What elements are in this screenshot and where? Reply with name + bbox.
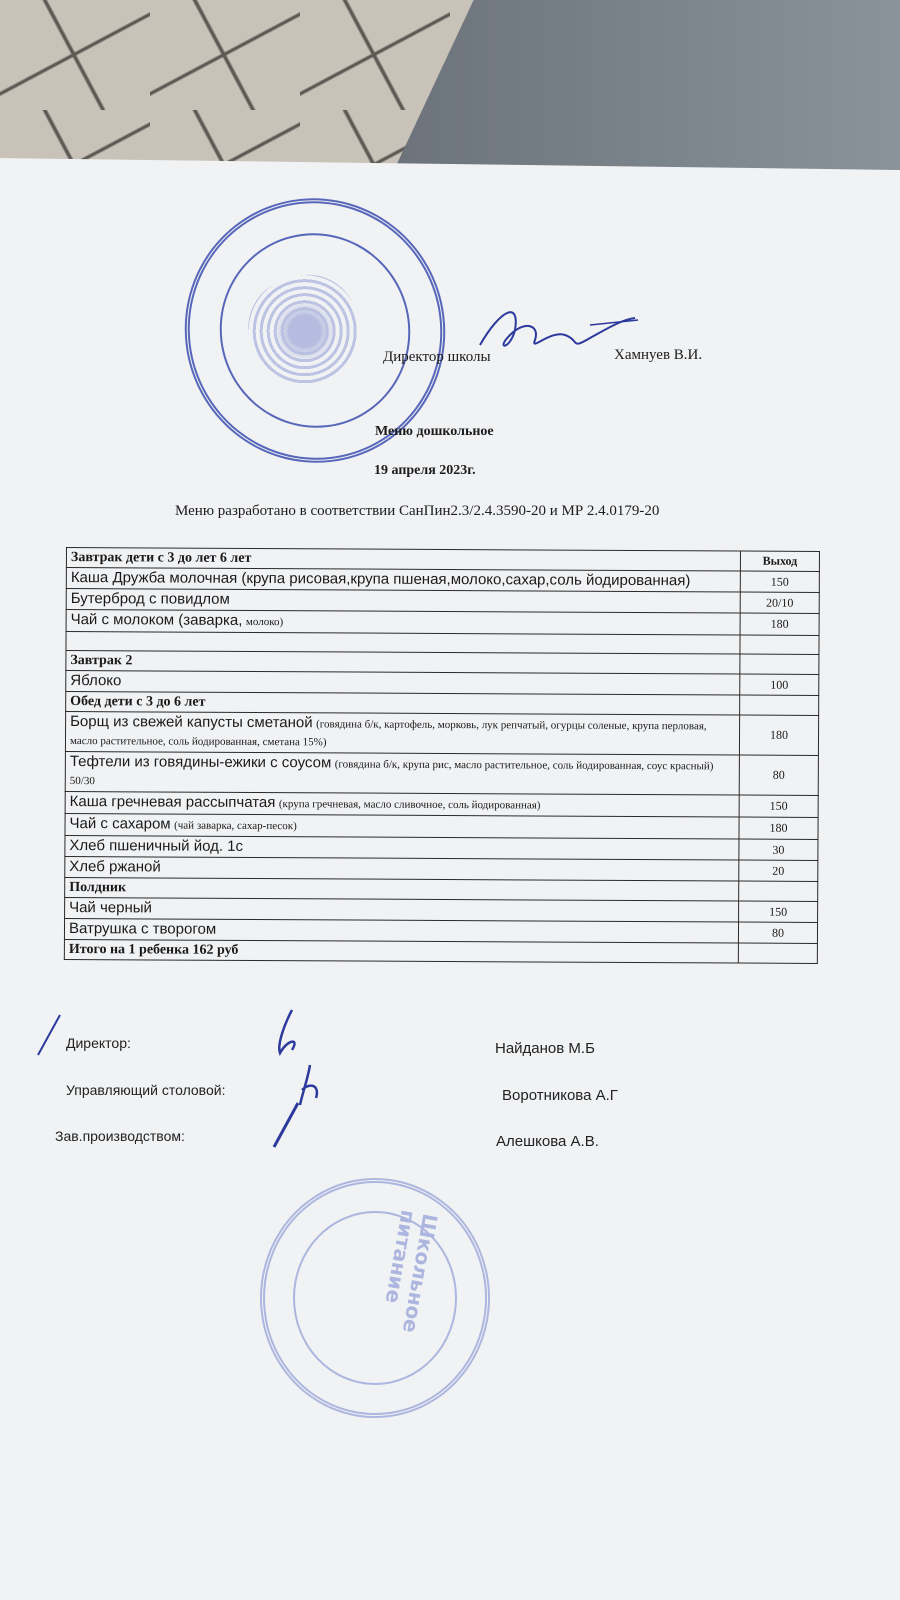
output-header: Выход <box>740 551 819 571</box>
role-director: Директор: <box>66 1035 131 1051</box>
dish-output: 180 <box>740 613 819 635</box>
role-canteen-manager: Управляющий столовой: <box>66 1082 226 1098</box>
dish-name: Яблоко <box>70 672 122 690</box>
dish-name: Ватрушка с творогом <box>68 920 217 938</box>
dish-name: Чай с молоком (заварка, <box>70 611 243 629</box>
director-initial-signature <box>262 1005 312 1060</box>
dish-output <box>740 654 819 674</box>
margin-pen-stroke <box>30 1010 70 1060</box>
catering-stamp-center-text: Школьное питание <box>380 1208 443 1335</box>
dish-name: Чай черный <box>69 899 152 917</box>
dish-output: 180 <box>739 817 818 839</box>
menu-row <box>65 712 818 756</box>
menu-title: Меню дошкольное <box>375 424 494 439</box>
dish-ingredients: (говядина б/к, картофель, морковь, лук репчатый, огурцы соленые, крупа перловая, масло растительное, соль йодированная, сметана 15%) <box>69 718 707 749</box>
dish-name: Чай с сахаром <box>69 815 171 833</box>
dish-name: Хлеб ржаной <box>69 858 161 876</box>
dish-name: Итого на 1 ребенка 162 руб <box>68 942 239 958</box>
dish-output: 150 <box>740 571 819 592</box>
dish-output: 20 <box>739 860 818 881</box>
dish-output: 150 <box>739 795 818 817</box>
menu-date: 19 апреля 2023г. <box>374 463 476 478</box>
name-canteen-manager: Воротникова А.Г <box>502 1087 618 1104</box>
dish-name: Обед дети с 3 до 6 лет <box>70 694 206 710</box>
dish-output: 180 <box>739 715 818 755</box>
dish-cell <box>65 712 739 756</box>
dish-output: 100 <box>740 674 819 695</box>
dish-name: Каша гречневая рассыпчатая <box>69 793 276 812</box>
dish-name: Бутерброд с повидлом <box>70 590 230 608</box>
dish-output <box>740 695 819 715</box>
dish-name: Полдник <box>69 880 127 896</box>
dish-output: 80 <box>738 922 817 943</box>
dish-output: 20/10 <box>740 592 819 613</box>
dish-name: Завтрак дети с 3 до лет 6 лет <box>70 550 252 566</box>
dish-name: Борщ из свежей капусты сметаной <box>70 713 313 732</box>
dish-cell <box>64 939 738 963</box>
dish-output: 80 <box>739 755 818 795</box>
dish-ingredients: (чай заварка, сахар-песок) <box>174 819 297 833</box>
menu-regulation-note: Меню разработано в соответствии СанПин2.3/2.4.3590-20 и МР 2.4.0179-20 <box>175 503 660 519</box>
director-title: Директор школы <box>383 349 491 365</box>
dish-output <box>740 635 819 654</box>
menu-table <box>64 547 820 964</box>
name-director: Найданов М.Б <box>495 1040 595 1057</box>
dish-name: Тефтели из говядины-ежики с соусом <box>69 753 332 772</box>
dish-output: 150 <box>739 901 818 922</box>
dish-ingredients: (крупа гречневая, масло сливочное, соль йодированная) <box>278 798 541 812</box>
dish-ingredients: (говядина б/к, крупа рис, масло растительное, соль йодированная, соус красный) 50/30 <box>69 758 714 788</box>
dish-name: Завтрак 2 <box>70 653 133 669</box>
dish-output <box>739 881 818 901</box>
director-name: Хамнуев В.И. <box>614 347 703 363</box>
dish-output: 30 <box>739 839 818 860</box>
menu-row <box>65 751 818 795</box>
dish-ingredients: молоко) <box>245 615 284 629</box>
dish-cell <box>65 751 739 795</box>
menu-row <box>64 939 817 963</box>
role-production-head: Зав.производством: <box>55 1128 185 1144</box>
dish-name: Хлеб пшеничный йод. 1с <box>69 837 244 855</box>
dish-output <box>738 943 817 963</box>
catering-stamp <box>260 1178 490 1418</box>
name-production-head: Алешкова А.В. <box>496 1133 599 1150</box>
production-head-signature <box>260 1095 310 1155</box>
dish-name: Каша Дружба молочная (крупа рисовая,крупа пшеная,молоко,сахар,соль йодированная) <box>70 569 691 590</box>
